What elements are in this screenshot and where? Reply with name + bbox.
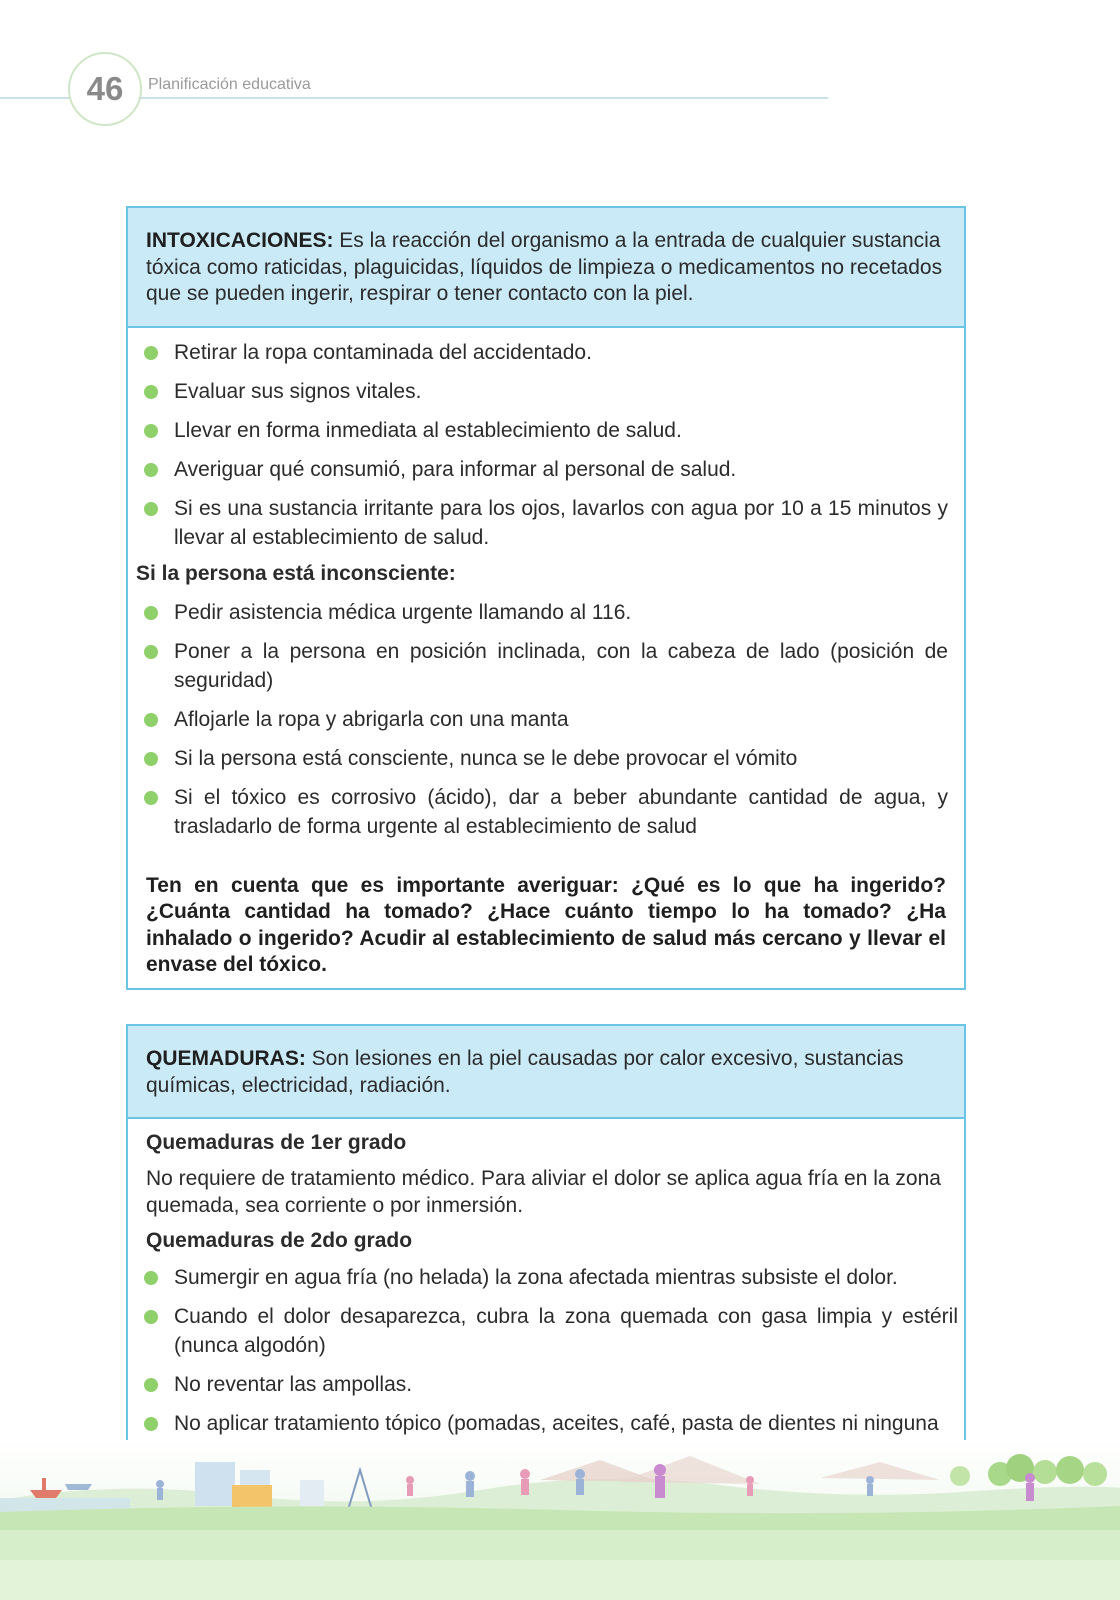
- list-item-text: Si la persona está consciente, nunca se le debe provocar el vómito: [174, 746, 798, 770]
- quemaduras-body: [128, 1119, 964, 1438]
- list-item: [136, 637, 948, 695]
- list-item: [136, 1370, 958, 1399]
- list-item-text: Llevar en forma inmediata al establecimiento de salud.: [174, 418, 682, 442]
- list-item-text: Retirar la ropa contaminada del accidentado.: [174, 340, 592, 364]
- first-degree-text: No requiere de tratamiento médico. Para aliviar el dolor se aplica agua fría en la zona quemada, sea corriente o por inmersión.: [146, 1167, 941, 1217]
- page-number: 46: [68, 52, 142, 126]
- bullet-dot-icon: [144, 424, 158, 438]
- quemaduras-term: QUEMADURAS:: [146, 1047, 306, 1070]
- second-degree-title: Quemaduras de 2do grado: [146, 1229, 413, 1252]
- unconscious-subheading: Si la persona está inconsciente:: [136, 561, 456, 585]
- list-item: [136, 1302, 958, 1360]
- bullet-dot-icon: [144, 385, 158, 399]
- list-item-text: Si el tóxico es corrosivo (ácido), dar a beber abundante cantidad de agua, y trasladarlo de forma urgente al establecimiento de salud: [174, 785, 948, 838]
- footer-landscape-illustration: [0, 1440, 1120, 1600]
- list-item-text: Si es una sustancia irritante para los ojos, lavarlos con agua por 10 a 15 minutos y llevar al establecimiento de salud.: [174, 496, 948, 549]
- list-item: [136, 705, 948, 734]
- bullet-dot-icon: [144, 752, 158, 766]
- bullet-dot-icon: [144, 606, 158, 620]
- list-item: [136, 783, 948, 841]
- bullet-dot-icon: [144, 1310, 158, 1324]
- list-item: [136, 455, 948, 484]
- intoxicaciones-steps-list: [136, 338, 948, 552]
- list-item-text: No reventar las ampollas.: [174, 1373, 413, 1396]
- bullet-dot-icon: [144, 791, 158, 805]
- list-item: [136, 377, 948, 406]
- list-item: [136, 338, 948, 367]
- list-item: [136, 744, 948, 773]
- bullet-dot-icon: [144, 346, 158, 360]
- unconscious-steps-list: [136, 598, 948, 841]
- second-degree-steps-list: [136, 1263, 958, 1438]
- list-item-text: No aplicar tratamiento tópico (pomadas, aceites, café, pasta de dientes ni ninguna: [174, 1412, 939, 1435]
- list-item-text: Cuando el dolor desaparezca, cubra la zona quemada con gasa limpia y estéril (nunca algodón): [174, 1305, 958, 1357]
- quemaduras-definition: [128, 1026, 964, 1119]
- intoxicaciones-term: INTOXICACIONES:: [146, 229, 334, 252]
- list-item: [136, 1263, 958, 1292]
- list-item-text: Pedir asistencia médica urgente llamando al 116.: [174, 600, 632, 624]
- list-item: [136, 416, 948, 445]
- intoxicaciones-definition-text: Es la reacción del organismo a la entrada de cualquier sustancia tóxica como raticidas, plaguicidas, líquidos de limpieza o medicamentos no recetados que se pueden ingerir, respirar o tener contacto con la piel.: [146, 229, 943, 305]
- list-item: [136, 1409, 958, 1438]
- first-degree-title: Quemaduras de 1er grado: [146, 1131, 407, 1154]
- list-item-text: Aflojarle la ropa y abrigarla con una manta: [174, 707, 569, 731]
- quemaduras-box: [126, 1024, 966, 1444]
- list-item-text: Averiguar qué consumió, para informar al personal de salud.: [174, 457, 737, 481]
- list-item: [136, 494, 948, 552]
- bullet-dot-icon: [144, 463, 158, 477]
- list-item-text: Poner a la persona en posición inclinada, con la cabeza de lado (posición de seguridad): [174, 639, 948, 692]
- list-item-text: Sumergir en agua fría (no helada) la zona afectada mientras subsiste el dolor.: [174, 1266, 898, 1289]
- bullet-dot-icon: [144, 713, 158, 727]
- quemaduras-definition-text: Son lesiones en la piel causadas por calor excesivo, sustancias químicas, electricidad, radiación.: [146, 1047, 904, 1097]
- intoxicaciones-box: [126, 206, 966, 990]
- intoxicaciones-definition: [128, 208, 964, 328]
- intoxicaciones-body: [128, 328, 964, 979]
- bullet-dot-icon: [144, 645, 158, 659]
- intoxicaciones-note: Ten en cuenta que es importante averiguar: ¿Qué es lo que ha ingerido? ¿Cuánta cantidad ha tomado? ¿Hace cuánto tiempo lo ha tomado? ¿Ha inhalado o ingerido? Acudir al establecimiento de salud más cercano y llevar el envase del tóxico.: [146, 873, 946, 976]
- list-item: [136, 598, 948, 627]
- bullet-dot-icon: [144, 1378, 158, 1392]
- bullet-dot-icon: [144, 502, 158, 516]
- list-item-text: Evaluar sus signos vitales.: [174, 379, 422, 403]
- bullet-dot-icon: [144, 1417, 158, 1431]
- bullet-dot-icon: [144, 1271, 158, 1285]
- running-header-title: Planificación educativa: [148, 76, 311, 93]
